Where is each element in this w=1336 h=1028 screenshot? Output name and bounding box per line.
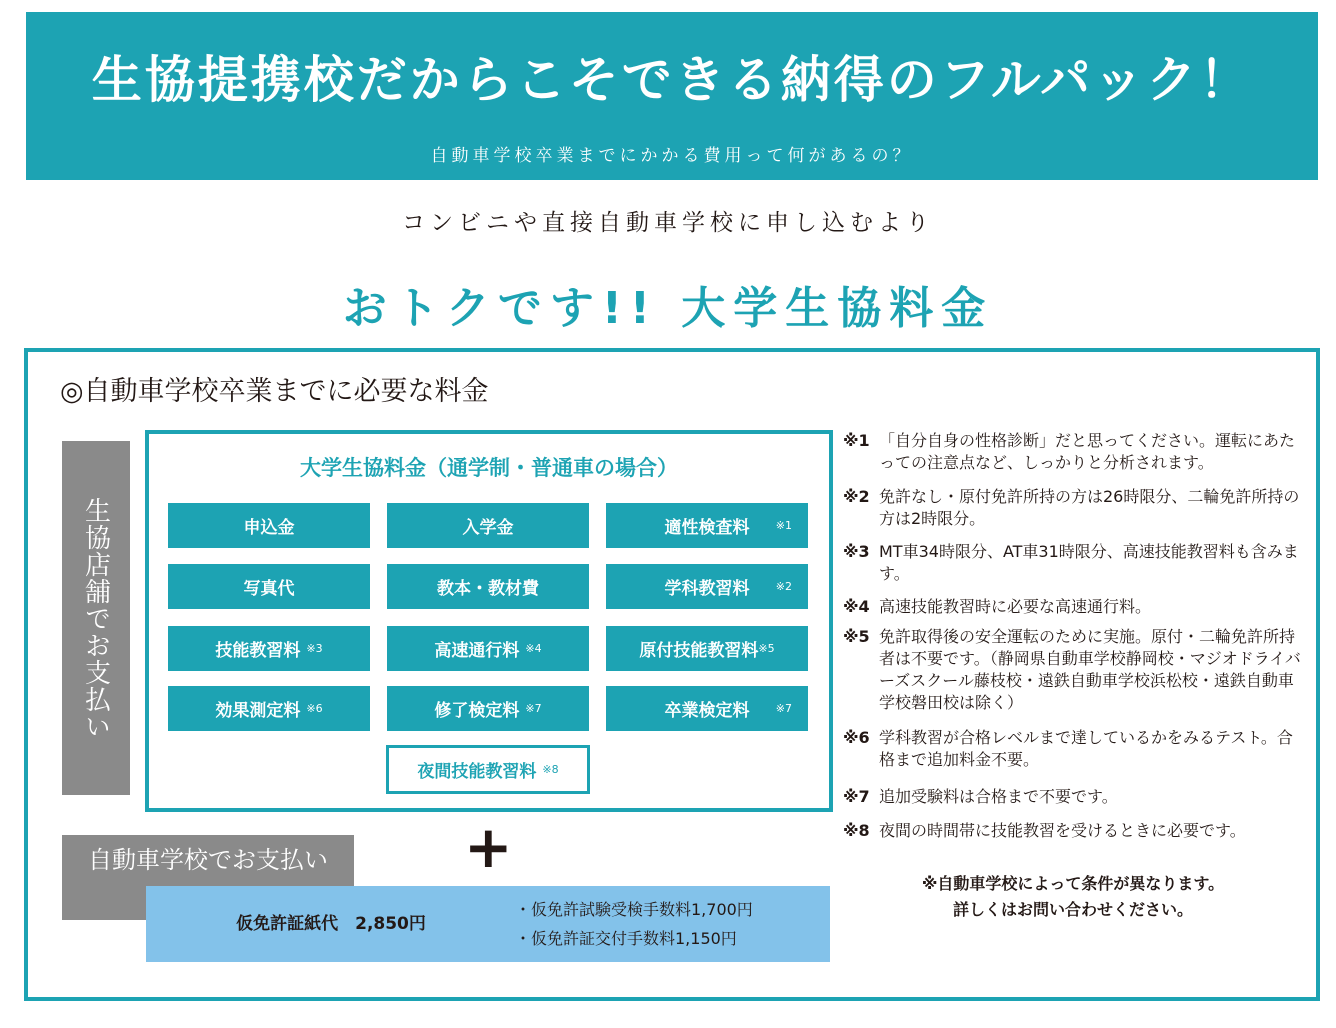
permit-fee-detail: ・仮免許試験受検手数料1,700円 — [515, 900, 753, 919]
closing-note: ※自動車学校によって条件が異なります。 — [921, 874, 1225, 893]
fee-item-moped-lessons: 原付技能教習料 ※5 — [606, 626, 808, 671]
footnote-ref: ※8 — [542, 763, 559, 776]
headline: おトクです!! 大学生協料金 — [342, 283, 994, 334]
permit-fee-main: 仮免許証紙代 2,850円 — [236, 914, 426, 934]
fee-item-highway-toll: 高速通行料 ※4 — [387, 626, 589, 671]
banner-title: 生協提携校だからこそできる納得のフルパック！ — [91, 51, 1253, 109]
fee-item-night-lessons: 夜間技能教習料 ※8 — [386, 745, 590, 794]
footnote-ref: ※1 — [775, 519, 792, 532]
footnote-3: ※3 MT車34時限分、AT車31時限分、高速技能教習料も含みます。 — [843, 542, 1299, 583]
footnote-4: ※4 高速技能教習時に必要な高速通行料。 — [843, 597, 1152, 616]
fee-item-application: 申込金 — [168, 503, 370, 548]
plus-icon: + — [464, 813, 513, 881]
footnote-ref: ※6 — [306, 702, 323, 715]
school-payment-label-text: 自動車学校でお支払い — [88, 846, 328, 874]
footnote-5: ※5 免許取得後の安全運転のために実施。原付・二輪免許所持者は不要です。（静岡県自動車学校静岡校・マジオドライバーズスクール藤枝校・遠鉄自動車学校浜松校・遠鉄自動車学校磐田校は除く） — [843, 627, 1301, 712]
footnote-2: ※2 免許なし・原付免許所持の方は26時限分、二輪免許所持の方は2時限分。 — [843, 487, 1300, 528]
fee-item-effect-measurement: 効果測定料 ※6 — [168, 686, 370, 731]
fee-item-photo: 写真代 — [168, 564, 370, 609]
footnote-1: ※1 「自分自身の性格診断」だと思ってください。運転にあたっての注意点など、しっかりと分析されます。 — [843, 431, 1296, 472]
footnote-ref: ※7 — [775, 702, 792, 715]
fee-item-graduation-exam: 卒業検定料 ※7 — [606, 686, 808, 731]
coop-payment-label: 生協店舗でお支払い — [62, 441, 130, 795]
footnote-8: ※8 夜間の時間帯に技能教習を受けるときに必要です。 — [843, 821, 1246, 840]
fee-item-textbook: 教本・教材費 — [387, 564, 589, 609]
lead-text: コンビニや直接自動車学校に申し込むより — [402, 210, 934, 236]
fee-item-completion-exam: 修了検定料 ※7 — [387, 686, 589, 731]
footnote-ref: ※2 — [775, 580, 792, 593]
fee-item-admission: 入学金 — [387, 503, 589, 548]
footnote-ref: ※4 — [525, 642, 542, 655]
footnote-ref: ※5 — [758, 642, 775, 655]
coop-fee-title: 大学生協料金（通学制・普通車の場合） — [300, 456, 678, 480]
section-title: ◎自動車学校卒業までに必要な料金 — [60, 376, 489, 407]
footnote-ref: ※7 — [525, 702, 542, 715]
permit-fee-detail: ・仮免許証交付手数料1,150円 — [515, 929, 737, 948]
closing-note: 詳しくはお問い合わせください。 — [952, 900, 1193, 919]
fee-item-aptitude-test: 適性検査料 ※1 — [606, 503, 808, 548]
header-banner — [26, 12, 1318, 180]
fee-item-classroom-lessons: 学科教習料 ※2 — [606, 564, 808, 609]
banner-subtitle: 自動車学校卒業までにかかる費用って何があるの？ — [430, 146, 914, 166]
footnote-6: ※6 学科教習が合格レベルまで達しているかをみるテスト。合格まで追加料金不要。 — [843, 728, 1293, 769]
footnote-7: ※7 追加受験料は合格まで不要です。 — [843, 787, 1118, 806]
fee-item-driving-lessons: 技能教習料 ※3 — [168, 626, 370, 671]
footnote-ref: ※3 — [306, 642, 323, 655]
